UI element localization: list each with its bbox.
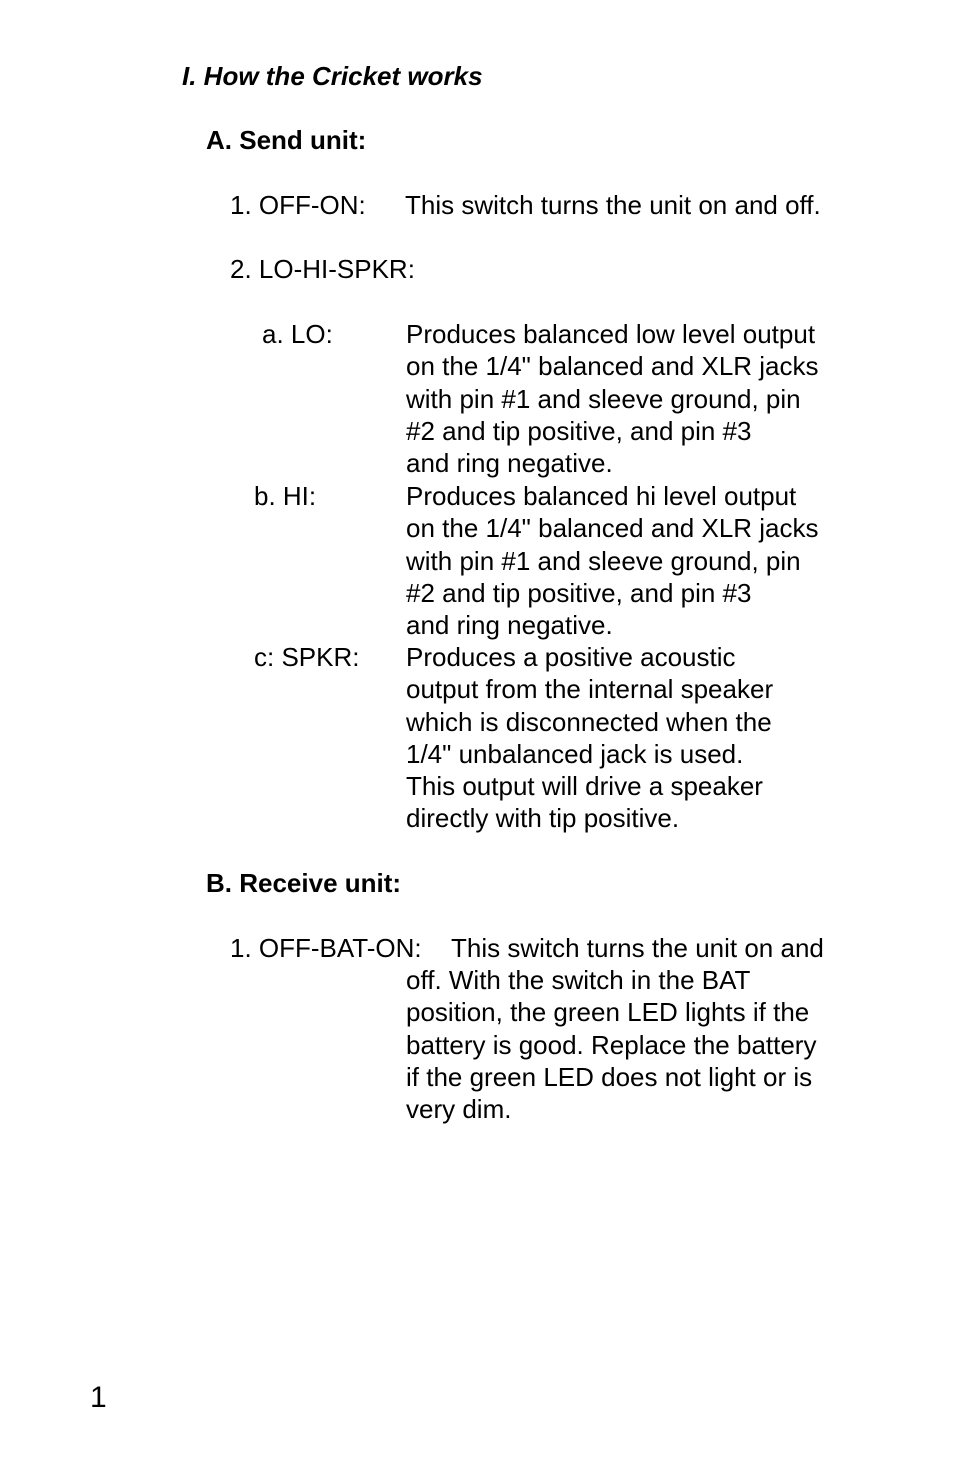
- spkr-label: c: SPKR:: [254, 642, 360, 672]
- section-title: I. How the Cricket works: [182, 61, 483, 91]
- hi-line: #2 and tip positive, and pin #3: [406, 577, 752, 608]
- off-bat-on-line: very dim.: [406, 1094, 512, 1125]
- hi-description: [406, 480, 819, 641]
- spkr-line: which is disconnected when the: [406, 706, 772, 737]
- spkr-line: directly with tip positive.: [406, 803, 680, 834]
- lo-description: [406, 318, 819, 479]
- lo-line: with pin #1 and sleeve ground, pin: [406, 383, 801, 414]
- hi-label: b. HI:: [254, 481, 317, 511]
- off-on-label: 1. OFF-ON:: [230, 190, 366, 220]
- lo-label: a. LO:: [262, 319, 333, 349]
- off-bat-on-description: [406, 964, 816, 1125]
- send-unit-heading: A. Send unit:: [206, 125, 367, 155]
- lo-line: on the 1/4" balanced and XLR jacks: [406, 351, 819, 382]
- page-number: 1: [90, 1381, 107, 1414]
- off-bat-on-line: position, the green LED lights if the: [406, 997, 810, 1028]
- spkr-description: [406, 641, 773, 835]
- off-bat-on-line: if the green LED does not light or is: [406, 1061, 813, 1092]
- hi-line: on the 1/4" balanced and XLR jacks: [406, 513, 819, 544]
- lo-line: and ring negative.: [406, 448, 613, 479]
- off-bat-on-line: off. With the switch in the BAT: [406, 965, 751, 995]
- lo-line: Produces balanced low level output: [406, 319, 816, 349]
- spkr-line: 1/4" unbalanced jack is used.: [406, 738, 744, 769]
- receive-unit-heading: B. Receive unit:: [206, 868, 402, 898]
- hi-line: Produces balanced hi level output: [406, 481, 797, 511]
- spkr-line: output from the internal speaker: [406, 674, 774, 705]
- lo-hi-spkr-label: 2. LO-HI-SPKR:: [230, 254, 415, 284]
- off-bat-on-label: 1. OFF-BAT-ON:: [230, 933, 422, 963]
- spkr-line: This output will drive a speaker: [406, 771, 763, 802]
- hi-line: with pin #1 and sleeve ground, pin: [406, 545, 801, 576]
- off-bat-on-first-line: This switch turns the unit on and: [451, 933, 824, 963]
- spkr-line: Produces a positive acoustic: [406, 642, 736, 672]
- lo-line: #2 and tip positive, and pin #3: [406, 415, 752, 446]
- off-on-description: This switch turns the unit on and off.: [405, 190, 821, 220]
- hi-line: and ring negative.: [406, 610, 613, 641]
- off-bat-on-line: battery is good. Replace the battery: [406, 1029, 817, 1060]
